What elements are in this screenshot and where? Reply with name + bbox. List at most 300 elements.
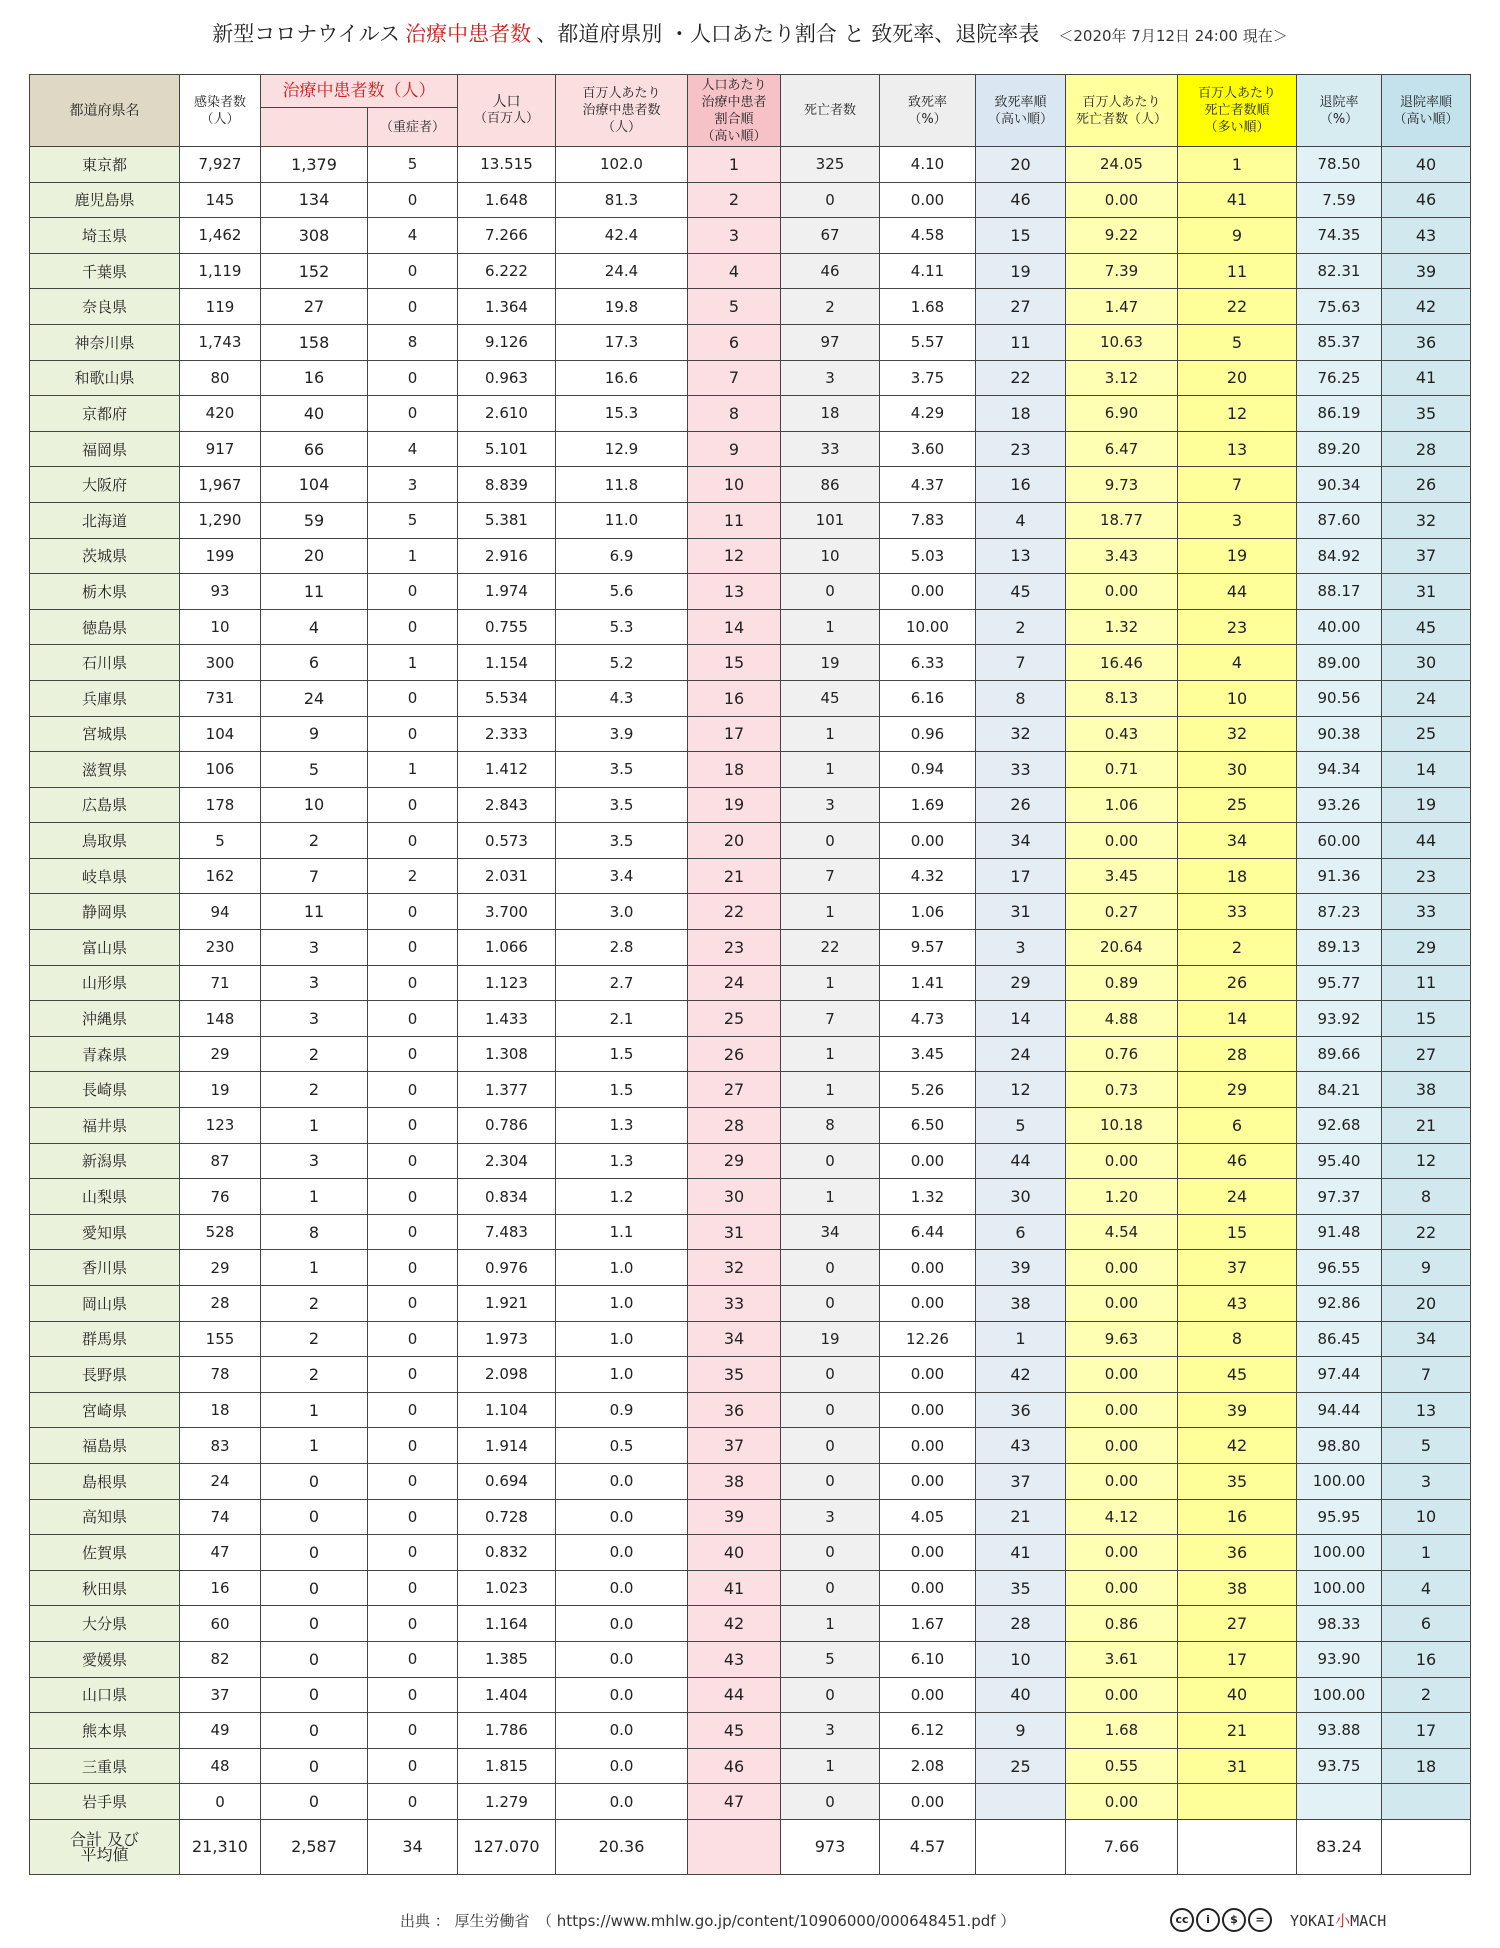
cell-deaths-pm-rank: 15 — [1178, 1214, 1297, 1250]
cell-deaths-pm: 0.86 — [1066, 1606, 1178, 1642]
cell-treating: 0 — [261, 1463, 368, 1499]
cell-deaths: 1 — [781, 1606, 880, 1642]
cell-deaths-pm-rank: 6 — [1178, 1108, 1297, 1144]
cell-fatality-rank: 33 — [976, 752, 1066, 788]
cell-deaths-pm: 0.71 — [1066, 752, 1178, 788]
table-row — [30, 645, 1471, 681]
cell-deaths: 10 — [781, 538, 880, 574]
cell-fatality: 5.03 — [880, 538, 976, 574]
cell-fatality: 0.00 — [880, 1784, 976, 1820]
table-row — [30, 965, 1471, 1001]
table-row — [30, 752, 1471, 788]
cell-deaths-pm: 0.00 — [1066, 823, 1178, 859]
cell-fatality: 6.33 — [880, 645, 976, 681]
cell-deaths-pm-rank: 27 — [1178, 1606, 1297, 1642]
cell-infected: 104 — [180, 716, 261, 752]
cell-discharge-rank: 9 — [1382, 1250, 1471, 1286]
cell-severe: 0 — [368, 1286, 458, 1322]
cell-prefecture: 鹿児島県 — [30, 182, 180, 218]
cell-deaths: 1 — [781, 1072, 880, 1108]
cell-population: 1.154 — [458, 645, 556, 681]
cell-fatality: 1.69 — [880, 787, 976, 823]
total-treating: 2,587 — [261, 1819, 368, 1874]
cell-severe: 0 — [368, 253, 458, 289]
cell-population: 1.433 — [458, 1001, 556, 1037]
cell-prefecture: 高知県 — [30, 1499, 180, 1535]
source-citation: 出典 ： 厚生労働省 （ https://www.mhlw.go.jp/content/10906000/000648451.pdf ） — [400, 1912, 1016, 1930]
cell-fatality: 10.00 — [880, 609, 976, 645]
cell-treating-rank: 37 — [688, 1428, 781, 1464]
cell-fatality-rank: 8 — [976, 680, 1066, 716]
cell-discharge: 84.21 — [1297, 1072, 1382, 1108]
header-treating: 治療中患者数（人） — [261, 75, 458, 108]
cell-infected: 1,462 — [180, 218, 261, 254]
cell-per-million: 4.3 — [556, 680, 688, 716]
cell-discharge: 92.68 — [1297, 1108, 1382, 1144]
cell-discharge-rank: 28 — [1382, 431, 1471, 467]
cell-severe: 0 — [368, 609, 458, 645]
cell-discharge: 97.44 — [1297, 1357, 1382, 1393]
noderivs-icon: = — [1248, 1908, 1272, 1932]
cell-discharge-rank: 23 — [1382, 858, 1471, 894]
cell-per-million: 16.6 — [556, 360, 688, 396]
cell-discharge: 88.17 — [1297, 574, 1382, 610]
cell-deaths: 0 — [781, 1677, 880, 1713]
header-prefecture: 都道府県名 — [30, 75, 180, 147]
cell-treating: 3 — [261, 1143, 368, 1179]
cell-treating: 3 — [261, 930, 368, 966]
cell-deaths: 0 — [781, 823, 880, 859]
cell-per-million: 81.3 — [556, 182, 688, 218]
cell-deaths: 1 — [781, 609, 880, 645]
cell-discharge: 82.31 — [1297, 253, 1382, 289]
cell-treating-rank: 13 — [688, 574, 781, 610]
cell-prefecture: 長野県 — [30, 1357, 180, 1393]
cell-discharge-rank: 42 — [1382, 289, 1471, 325]
cell-deaths: 1 — [781, 894, 880, 930]
cell-deaths: 1 — [781, 1179, 880, 1215]
cell-treating-rank: 45 — [688, 1713, 781, 1749]
cell-infected: 29 — [180, 1036, 261, 1072]
header-fatality: 致死率 （%） — [880, 75, 976, 147]
cell-deaths-pm-rank: 36 — [1178, 1535, 1297, 1571]
table-row — [30, 1677, 1471, 1713]
total-deaths: 973 — [781, 1819, 880, 1874]
cell-treating: 20 — [261, 538, 368, 574]
cell-fatality: 1.41 — [880, 965, 976, 1001]
title-part1: 新型コロナウイルス — [212, 22, 401, 46]
cell-prefecture: 宮城県 — [30, 716, 180, 752]
table-row — [30, 1428, 1471, 1464]
cell-discharge-rank: 12 — [1382, 1143, 1471, 1179]
cell-treating: 0 — [261, 1641, 368, 1677]
cell-deaths-pm-rank: 14 — [1178, 1001, 1297, 1037]
cell-discharge: 86.19 — [1297, 396, 1382, 432]
cell-treating-rank: 17 — [688, 716, 781, 752]
cell-discharge-rank: 8 — [1382, 1179, 1471, 1215]
table-row — [30, 1392, 1471, 1428]
cell-deaths: 3 — [781, 1713, 880, 1749]
cell-discharge-rank: 21 — [1382, 1108, 1471, 1144]
cell-population: 2.610 — [458, 396, 556, 432]
cell-discharge-rank: 38 — [1382, 1072, 1471, 1108]
cell-deaths: 1 — [781, 752, 880, 788]
cell-infected: 60 — [180, 1606, 261, 1642]
cell-population: 5.534 — [458, 680, 556, 716]
cell-fatality: 6.50 — [880, 1108, 976, 1144]
cell-discharge: 93.88 — [1297, 1713, 1382, 1749]
cell-discharge: 74.35 — [1297, 218, 1382, 254]
cell-treating: 5 — [261, 752, 368, 788]
cell-deaths-pm-rank: 9 — [1178, 218, 1297, 254]
cell-deaths-pm: 16.46 — [1066, 645, 1178, 681]
cell-deaths-pm: 3.12 — [1066, 360, 1178, 396]
table-row — [30, 680, 1471, 716]
cell-treating-rank: 26 — [688, 1036, 781, 1072]
table-row — [30, 1036, 1471, 1072]
cell-deaths: 1 — [781, 716, 880, 752]
cell-discharge-rank: 13 — [1382, 1392, 1471, 1428]
cell-per-million: 0.0 — [556, 1606, 688, 1642]
cell-population: 2.031 — [458, 858, 556, 894]
title-date: ＜2020年 7月12日 24:00 現在＞ — [1058, 27, 1288, 45]
cell-severe: 0 — [368, 1250, 458, 1286]
cell-deaths-pm-rank: 28 — [1178, 1036, 1297, 1072]
cell-deaths-pm-rank: 18 — [1178, 858, 1297, 894]
cell-deaths-pm: 1.20 — [1066, 1179, 1178, 1215]
cell-deaths-pm: 3.45 — [1066, 858, 1178, 894]
cell-population: 0.573 — [458, 823, 556, 859]
cell-population: 1.973 — [458, 1321, 556, 1357]
cell-discharge: 93.90 — [1297, 1641, 1382, 1677]
cell-population: 1.308 — [458, 1036, 556, 1072]
cell-discharge-rank: 7 — [1382, 1357, 1471, 1393]
cell-fatality-rank: 13 — [976, 538, 1066, 574]
cell-prefecture: 熊本県 — [30, 1713, 180, 1749]
cell-prefecture: 静岡県 — [30, 894, 180, 930]
cell-fatality: 0.00 — [880, 1357, 976, 1393]
cell-deaths: 3 — [781, 787, 880, 823]
cell-population: 1.377 — [458, 1072, 556, 1108]
cell-deaths: 0 — [781, 1357, 880, 1393]
cell-discharge-rank: 3 — [1382, 1463, 1471, 1499]
cell-discharge-rank: 39 — [1382, 253, 1471, 289]
cell-treating-rank: 19 — [688, 787, 781, 823]
cell-discharge: 90.34 — [1297, 467, 1382, 503]
cell-population: 1.279 — [458, 1784, 556, 1820]
cell-fatality-rank: 21 — [976, 1499, 1066, 1535]
cell-discharge-rank: 44 — [1382, 823, 1471, 859]
cell-severe: 5 — [368, 147, 458, 183]
header-severe: （重症者） — [368, 108, 458, 147]
cell-deaths-pm: 9.22 — [1066, 218, 1178, 254]
cell-deaths-pm: 1.32 — [1066, 609, 1178, 645]
cell-treating: 11 — [261, 574, 368, 610]
cell-discharge-rank: 24 — [1382, 680, 1471, 716]
cell-deaths-pm-rank: 2 — [1178, 930, 1297, 966]
header-per-million-treating: 百万人あたり 治療中患者数 （人） — [556, 75, 688, 147]
cell-fatality-rank: 12 — [976, 1072, 1066, 1108]
cell-treating: 0 — [261, 1535, 368, 1571]
cell-discharge: 78.50 — [1297, 147, 1382, 183]
cell-prefecture: 島根県 — [30, 1463, 180, 1499]
cell-infected: 123 — [180, 1108, 261, 1144]
cell-deaths-pm: 4.88 — [1066, 1001, 1178, 1037]
cell-per-million: 0.0 — [556, 1499, 688, 1535]
cell-treating: 2 — [261, 823, 368, 859]
cell-fatality-rank: 36 — [976, 1392, 1066, 1428]
cell-severe: 0 — [368, 1143, 458, 1179]
table-row — [30, 1784, 1471, 1820]
cell-per-million: 5.6 — [556, 574, 688, 610]
cell-deaths: 97 — [781, 324, 880, 360]
cell-fatality-rank: 38 — [976, 1286, 1066, 1322]
table-row — [30, 1499, 1471, 1535]
cell-prefecture: 長崎県 — [30, 1072, 180, 1108]
cell-treating-rank: 22 — [688, 894, 781, 930]
cc-icon: cc — [1170, 1908, 1194, 1932]
cell-fatality: 0.00 — [880, 1535, 976, 1571]
cell-deaths-pm: 7.39 — [1066, 253, 1178, 289]
cell-population: 1.385 — [458, 1641, 556, 1677]
cell-fatality-rank: 31 — [976, 894, 1066, 930]
cell-discharge: 100.00 — [1297, 1463, 1382, 1499]
cell-per-million: 2.8 — [556, 930, 688, 966]
cell-fatality-rank: 28 — [976, 1606, 1066, 1642]
table-row — [30, 1535, 1471, 1571]
cell-treating: 0 — [261, 1713, 368, 1749]
noncommercial-icon: $ — [1222, 1908, 1246, 1932]
cell-deaths: 325 — [781, 147, 880, 183]
cell-discharge-rank: 1 — [1382, 1535, 1471, 1571]
cell-deaths-pm-rank — [1178, 1784, 1297, 1820]
cell-discharge-rank: 35 — [1382, 396, 1471, 432]
cell-severe: 0 — [368, 1463, 458, 1499]
cell-per-million: 11.0 — [556, 502, 688, 538]
cell-fatality: 6.10 — [880, 1641, 976, 1677]
cell-treating: 1,379 — [261, 147, 368, 183]
cell-discharge-rank: 27 — [1382, 1036, 1471, 1072]
table-row — [30, 858, 1471, 894]
cell-treating-rank: 3 — [688, 218, 781, 254]
cell-infected: 119 — [180, 289, 261, 325]
cell-fatality-rank: 7 — [976, 645, 1066, 681]
cell-treating: 10 — [261, 787, 368, 823]
cell-treating-rank: 9 — [688, 431, 781, 467]
cell-treating-rank: 27 — [688, 1072, 781, 1108]
cell-per-million: 19.8 — [556, 289, 688, 325]
cell-deaths: 7 — [781, 1001, 880, 1037]
cell-treating: 7 — [261, 858, 368, 894]
cell-population: 1.974 — [458, 574, 556, 610]
cell-per-million: 102.0 — [556, 147, 688, 183]
cell-prefecture: 北海道 — [30, 502, 180, 538]
cell-discharge: 97.37 — [1297, 1179, 1382, 1215]
cell-deaths-pm-rank: 38 — [1178, 1570, 1297, 1606]
cell-infected: 5 — [180, 823, 261, 859]
cell-deaths-pm-rank: 45 — [1178, 1357, 1297, 1393]
cell-fatality: 5.26 — [880, 1072, 976, 1108]
cell-discharge: 60.00 — [1297, 823, 1382, 859]
cell-discharge: 95.77 — [1297, 965, 1382, 1001]
cell-population: 1.815 — [458, 1748, 556, 1784]
cell-prefecture: 石川県 — [30, 645, 180, 681]
cell-deaths: 0 — [781, 182, 880, 218]
total-severe: 34 — [368, 1819, 458, 1874]
total-population: 127.070 — [458, 1819, 556, 1874]
cell-treating-rank: 8 — [688, 396, 781, 432]
cell-fatality-rank: 43 — [976, 1428, 1066, 1464]
cell-deaths-pm-rank: 30 — [1178, 752, 1297, 788]
cell-deaths-pm-rank: 16 — [1178, 1499, 1297, 1535]
cell-fatality-rank: 20 — [976, 147, 1066, 183]
cell-deaths: 0 — [781, 1143, 880, 1179]
cell-fatality: 4.11 — [880, 253, 976, 289]
cell-discharge: 40.00 — [1297, 609, 1382, 645]
cell-per-million: 5.3 — [556, 609, 688, 645]
cell-treating: 2 — [261, 1321, 368, 1357]
cell-per-million: 3.0 — [556, 894, 688, 930]
cell-fatality: 6.12 — [880, 1713, 976, 1749]
cell-fatality-rank: 30 — [976, 1179, 1066, 1215]
cell-per-million: 1.3 — [556, 1108, 688, 1144]
cell-per-million: 6.9 — [556, 538, 688, 574]
cell-deaths-pm: 0.00 — [1066, 1357, 1178, 1393]
cell-discharge-rank: 2 — [1382, 1677, 1471, 1713]
cell-infected: 1,743 — [180, 324, 261, 360]
cell-deaths-pm: 0.00 — [1066, 1677, 1178, 1713]
cell-discharge-rank: 34 — [1382, 1321, 1471, 1357]
cell-treating: 2 — [261, 1072, 368, 1108]
cell-severe: 0 — [368, 1392, 458, 1428]
cell-deaths-pm-rank: 23 — [1178, 609, 1297, 645]
cell-prefecture: 神奈川県 — [30, 324, 180, 360]
cell-treating-rank: 42 — [688, 1606, 781, 1642]
cell-treating: 0 — [261, 1606, 368, 1642]
cell-severe: 0 — [368, 1570, 458, 1606]
cell-prefecture: 佐賀県 — [30, 1535, 180, 1571]
cell-deaths: 86 — [781, 467, 880, 503]
cell-infected: 300 — [180, 645, 261, 681]
cell-treating: 1 — [261, 1428, 368, 1464]
cell-prefecture: 沖縄県 — [30, 1001, 180, 1037]
cell-per-million: 1.3 — [556, 1143, 688, 1179]
cell-discharge — [1297, 1784, 1382, 1820]
cell-deaths-pm-rank: 4 — [1178, 645, 1297, 681]
cell-fatality: 1.06 — [880, 894, 976, 930]
cell-deaths: 0 — [781, 1428, 880, 1464]
cell-deaths-pm-rank: 21 — [1178, 1713, 1297, 1749]
cell-discharge-rank: 36 — [1382, 324, 1471, 360]
cell-fatality-rank: 27 — [976, 289, 1066, 325]
cell-deaths-pm: 0.00 — [1066, 1463, 1178, 1499]
cell-deaths-pm: 1.68 — [1066, 1713, 1178, 1749]
cell-severe: 0 — [368, 1321, 458, 1357]
cell-discharge: 100.00 — [1297, 1677, 1382, 1713]
cell-infected: 528 — [180, 1214, 261, 1250]
cell-deaths: 1 — [781, 965, 880, 1001]
cell-deaths: 8 — [781, 1108, 880, 1144]
cell-deaths-pm: 9.63 — [1066, 1321, 1178, 1357]
cell-treating-rank: 29 — [688, 1143, 781, 1179]
cell-treating: 134 — [261, 182, 368, 218]
cell-prefecture: 岡山県 — [30, 1286, 180, 1322]
cell-prefecture: 鳥取県 — [30, 823, 180, 859]
table-row — [30, 1748, 1471, 1784]
cell-prefecture: 岐阜県 — [30, 858, 180, 894]
cell-severe: 0 — [368, 1357, 458, 1393]
cell-treating: 9 — [261, 716, 368, 752]
cell-deaths: 19 — [781, 645, 880, 681]
cell-deaths-pm-rank: 31 — [1178, 1748, 1297, 1784]
cell-fatality: 4.32 — [880, 858, 976, 894]
cell-deaths-pm: 0.00 — [1066, 574, 1178, 610]
cell-per-million: 3.9 — [556, 716, 688, 752]
cell-severe: 0 — [368, 1072, 458, 1108]
cell-discharge-rank: 29 — [1382, 930, 1471, 966]
cell-fatality: 0.00 — [880, 1463, 976, 1499]
table-row — [30, 1143, 1471, 1179]
cell-infected: 71 — [180, 965, 261, 1001]
cell-infected: 1,119 — [180, 253, 261, 289]
cell-discharge: 89.13 — [1297, 930, 1382, 966]
cell-infected: 82 — [180, 1641, 261, 1677]
cell-discharge-rank: 32 — [1382, 502, 1471, 538]
cell-population: 5.101 — [458, 431, 556, 467]
cell-treating-rank: 35 — [688, 1357, 781, 1393]
cell-deaths-pm: 3.61 — [1066, 1641, 1178, 1677]
cell-discharge: 89.66 — [1297, 1036, 1382, 1072]
cell-deaths-pm-rank: 29 — [1178, 1072, 1297, 1108]
totals-row — [30, 1819, 1471, 1874]
cell-infected: 731 — [180, 680, 261, 716]
table-row — [30, 467, 1471, 503]
cell-discharge-rank: 4 — [1382, 1570, 1471, 1606]
cell-deaths: 34 — [781, 1214, 880, 1250]
table-row — [30, 1606, 1471, 1642]
cell-prefecture: 山口県 — [30, 1677, 180, 1713]
cell-prefecture: 香川県 — [30, 1250, 180, 1286]
cell-treating-rank: 1 — [688, 147, 781, 183]
cell-deaths-pm: 0.00 — [1066, 1535, 1178, 1571]
cell-deaths-pm-rank: 44 — [1178, 574, 1297, 610]
cell-treating: 0 — [261, 1677, 368, 1713]
cell-treating-rank: 7 — [688, 360, 781, 396]
cell-severe: 0 — [368, 1428, 458, 1464]
cell-population: 13.515 — [458, 147, 556, 183]
cell-severe: 0 — [368, 965, 458, 1001]
prefecture-table — [29, 74, 1471, 1875]
cell-per-million: 11.8 — [556, 467, 688, 503]
table-row — [30, 396, 1471, 432]
cell-fatality-rank: 39 — [976, 1250, 1066, 1286]
cell-severe: 0 — [368, 289, 458, 325]
cell-treating: 3 — [261, 1001, 368, 1037]
cell-deaths: 18 — [781, 396, 880, 432]
cell-infected: 19 — [180, 1072, 261, 1108]
license-badge — [1170, 1908, 1272, 1932]
table-row — [30, 1214, 1471, 1250]
cell-discharge: 95.40 — [1297, 1143, 1382, 1179]
cell-fatality: 4.05 — [880, 1499, 976, 1535]
cell-treating-rank: 31 — [688, 1214, 781, 1250]
cell-fatality: 3.60 — [880, 431, 976, 467]
cell-severe: 0 — [368, 823, 458, 859]
total-deaths-pm-rank — [1178, 1819, 1297, 1874]
cell-per-million: 1.5 — [556, 1072, 688, 1108]
cell-prefecture: 三重県 — [30, 1748, 180, 1784]
table-row — [30, 1001, 1471, 1037]
